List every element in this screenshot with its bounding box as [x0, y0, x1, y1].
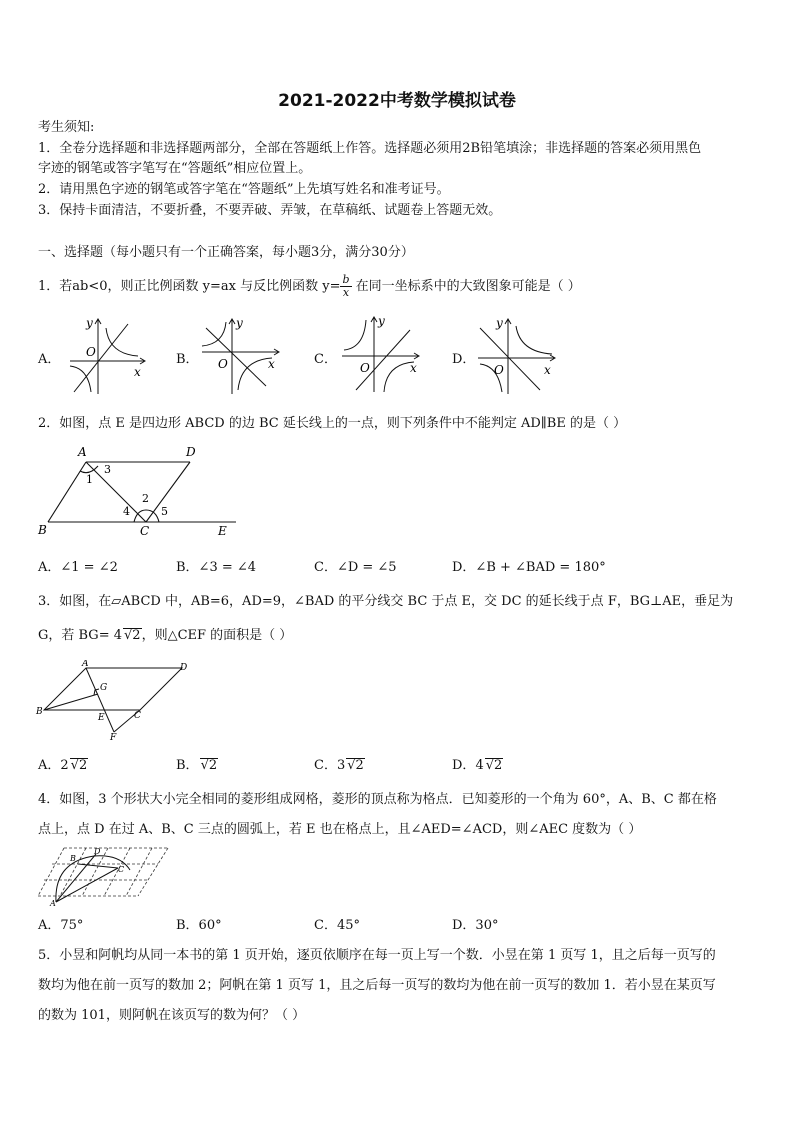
q1-d-hyperbola-1 [516, 326, 552, 354]
q3-option-a-label: A． [38, 758, 61, 773]
q1-option-a-label: A． [38, 352, 61, 367]
q4-arc [56, 856, 130, 902]
q3-label-d: D [180, 663, 188, 673]
q4-label-c: C [118, 865, 125, 874]
axis-x-label: x [410, 361, 417, 375]
axis-y-label: y [86, 316, 93, 330]
q1-b-line [206, 328, 266, 386]
q2-segment-dc [146, 462, 190, 522]
q2-option-d: D．∠B + ∠BAD = 180° [452, 560, 606, 575]
q4-option-a: A．75° [38, 918, 84, 933]
q4-label-a: A [50, 899, 56, 908]
q4-segment-bc [78, 864, 118, 868]
q3-option-a [38, 754, 88, 773]
q1-option-c-label: C． [314, 352, 337, 367]
question-1-post: 在同一坐标系中的大致图象可能是（ ） [351, 279, 581, 294]
q4-segment-ac [56, 868, 118, 902]
sqrt-symbol: √2 [347, 758, 364, 773]
notice-item-1-cont: 字迹的钢笔或答字笔写在“答题纸”相应位置上。 [38, 161, 312, 176]
q3-label-g: G [100, 683, 108, 693]
q2-angle-5: 5 [161, 505, 168, 518]
question-3-line-2 [38, 626, 292, 646]
question-5-line-3: 的数为 101，则阿帆在该页写的数为何？（ ） [38, 1008, 306, 1023]
q4-option-c: C．45° [314, 918, 360, 933]
origin-label: O [360, 361, 370, 375]
q1-a-hyperbola-2 [70, 366, 91, 392]
axis-x-label: x [268, 357, 275, 371]
q3-option-a-coef: 2 [60, 758, 69, 773]
q1-b-hyperbola-1 [202, 322, 226, 346]
fraction-denominator: x [342, 286, 350, 299]
q4-figure [34, 842, 174, 908]
q2-angle-1: 1 [86, 473, 93, 486]
q1-a-line [74, 324, 128, 392]
radicand: 2 [208, 758, 218, 773]
q2-segment-ac [86, 462, 146, 522]
q3-option-c-label: C． [314, 758, 337, 773]
notice-item-1: 1．全卷分选择题和非选择题两部分，全部在答题纸上作答。选择题必须用2B铅笔填涂；非选择题的答案必须用黑色 [38, 141, 702, 156]
q1-option-d-label: D． [452, 352, 476, 367]
q3-label-b: B [36, 707, 43, 717]
q1-graph-a [62, 314, 154, 396]
q1-graph-a-axes [70, 319, 145, 394]
q1-d-line [480, 328, 540, 390]
origin-label: O [494, 363, 504, 377]
q3-option-b [176, 754, 218, 773]
question-5-line-2: 数均为他在前一页写的数加 2；阿帆在第 1 页写 1，且之后每一页写的数均为他在前一页写的数加 1．若小昱在某页写 [38, 978, 716, 993]
axis-y-label: y [496, 316, 503, 330]
q4-label-b: B [70, 854, 76, 863]
q2-label-c: C [140, 524, 150, 538]
q2-option-c: C．∠D = ∠5 [314, 560, 397, 575]
q3-option-d-label: D． [452, 758, 476, 773]
q3-label-c: C [134, 711, 141, 721]
question-1-pre: 1．若ab<0，则正比例函数 y=ax 与反比例函数 y= [38, 279, 341, 294]
section-heading: 一、选择题（每小题只有一个正确答案，每小题3分，满分30分） [38, 245, 414, 260]
notice-item-2: 2．请用黑色字迹的钢笔或答字笔在“答题纸”上先填写姓名和准考证号。 [38, 182, 450, 197]
q4-option-b: B．60° [176, 918, 222, 933]
q3-label-e: E [98, 713, 105, 723]
q1-graph-c [336, 312, 428, 396]
sqrt-symbol: √2 [200, 758, 218, 773]
origin-label: O [218, 357, 228, 371]
exam-title: 2021-2022中考数学模拟试卷 [278, 91, 516, 111]
q2-label-a: A [78, 445, 87, 459]
q1-graph-d [472, 314, 564, 396]
q3-option-d-coef: 4 [475, 758, 484, 773]
q3-option-d [452, 754, 503, 773]
question-3-post: ，则△CEF 的面积是（ ） [141, 628, 293, 643]
question-1-text [38, 274, 581, 299]
radicand: 2 [494, 758, 503, 773]
question-4-line-1: 4．如图，3 个形状大小完全相同的菱形组成网格，菱形的顶点称为格点．已知菱形的一个角为 60°，A、B、C 都在格 [38, 792, 717, 807]
q1-graph-b [196, 314, 288, 396]
axis-y-label: y [236, 316, 243, 330]
q3-option-b-label: B． [176, 758, 199, 773]
q1-c-line [356, 330, 410, 390]
question-3-pre: G，若 BG= 4 [38, 628, 122, 643]
q1-c-hyperbola-1 [344, 320, 366, 350]
question-3-line-1: 3．如图，在▱ABCD 中，AB=6，AD=9，∠BAD 的平分线交 BC 于点 E，交 DC 的延长线于点 F，BG⊥AE，垂足为 [38, 594, 734, 609]
q1-b-hyperbola-2 [238, 358, 272, 390]
axis-x-label: x [544, 363, 551, 377]
q3-label-f: F [110, 733, 117, 742]
q1-option-b-label: B． [176, 352, 199, 367]
q3-sqrt: √2 [124, 628, 141, 643]
q3-label-a: A [82, 660, 89, 669]
q2-label-d: D [186, 445, 196, 459]
q3-option-c-coef: 3 [336, 758, 346, 773]
q2-angle-2: 2 [142, 492, 149, 505]
q4-dashed-grid [38, 848, 168, 896]
notice-item-3: 3．保持卡面清洁，不要折叠，不要弄破、弄皱，在草稿纸、试题卷上答题无效。 [38, 203, 502, 218]
q3-figure [34, 660, 194, 742]
q2-angle-3: 3 [104, 463, 111, 476]
q2-label-e: E [218, 524, 227, 538]
axis-y-label: y [378, 314, 385, 328]
sqrt-symbol: √2 [485, 758, 503, 773]
axis-x-label: x [134, 365, 141, 379]
radicand: 2 [78, 758, 88, 773]
q2-option-b: B．∠3 = ∠4 [176, 560, 257, 575]
question-5-line-1: 5．小昱和阿帆均从同一本书的第 1 页开始，逐页依顺序在每一页上写一个数．小昱在第 1 页写 1，且之后每一页写的 [38, 948, 716, 963]
q2-angle-4: 4 [123, 505, 130, 518]
radicand: 2 [355, 758, 364, 773]
q3-sqrt-radicand: 2 [132, 628, 141, 643]
fraction-numerator: b [342, 273, 350, 286]
q2-label-b: B [38, 523, 47, 537]
q4-label-d: D [94, 847, 101, 856]
sqrt-symbol: √2 [70, 758, 88, 773]
q2-option-a: A．∠1 = ∠2 [38, 560, 118, 575]
notice-heading: 考生须知: [38, 120, 95, 135]
q2-figure [34, 442, 244, 538]
q2-angle-arc-c [134, 510, 159, 522]
q3-option-c [314, 754, 365, 773]
question-4-line-2: 点上，点 D 在过 A、B、C 三点的圆弧上，若 E 也在格点上，且∠AED=∠ACD，则∠AEC 度数为（ ） [38, 822, 642, 837]
question-2-text: 2．如图，点 E 是四边形 ABCD 的边 BC 延长线上的一点，则下列条件中不能判定 AD∥BE 的是（ ） [38, 416, 627, 431]
fraction-b-over-x [340, 274, 351, 299]
origin-label: O [86, 345, 96, 359]
q4-option-d: D．30° [452, 918, 499, 933]
